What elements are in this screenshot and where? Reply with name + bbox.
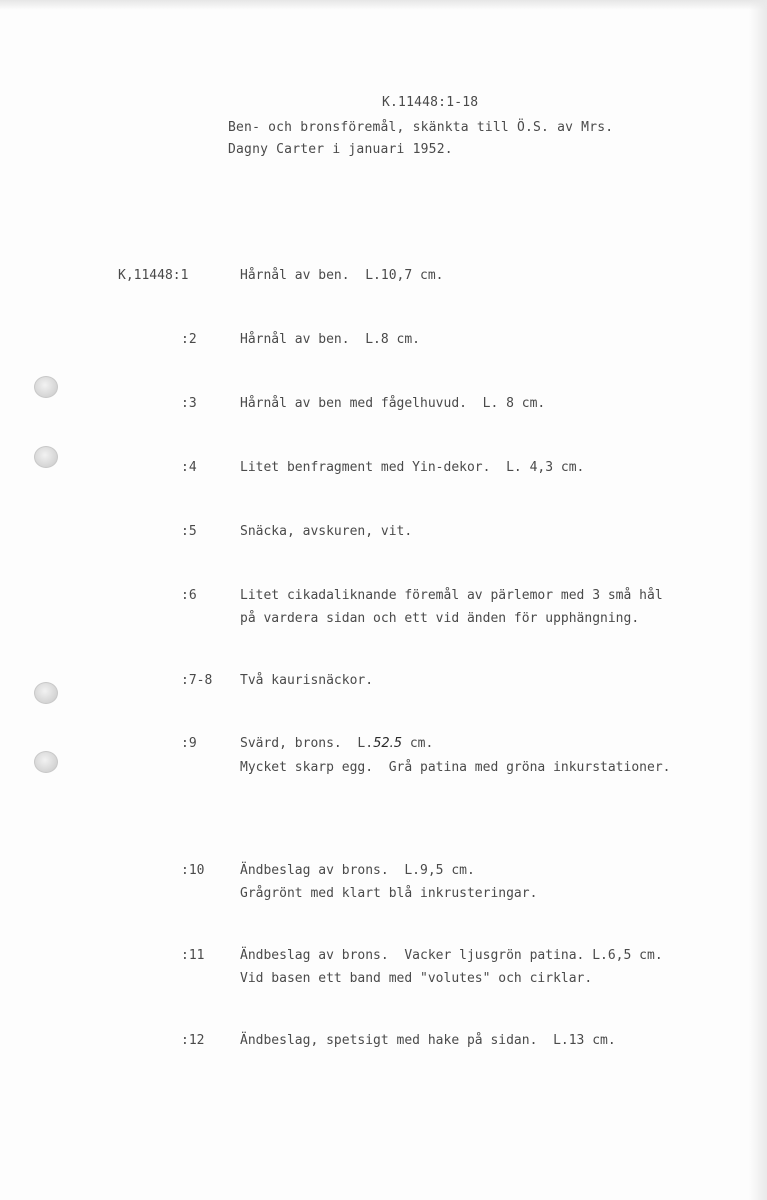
entry-description: Ändbeslag, spetsigt med hake på sidan. L.13 cm. — [240, 1033, 616, 1048]
entry-description: Snäcka, avskuren, vit. — [240, 524, 413, 539]
entry-description: Litet cikadaliknande föremål av pärlemor med 3 små hål — [240, 588, 663, 603]
header-description-line-1: Ben- och bronsföremål, skänkta till Ö.S. av Mrs. — [228, 120, 614, 135]
entry-number: :5 — [181, 524, 197, 539]
entry-number: :7-8 — [181, 673, 213, 688]
page-edge-shadow-top — [0, 0, 767, 10]
entry-description: Ändbeslag av brons. L.9,5 cm. — [240, 863, 475, 878]
page-edge-shadow-right — [749, 0, 767, 1200]
punch-hole-icon — [34, 376, 58, 398]
entry-number: :6 — [181, 588, 197, 603]
entry-description — [240, 732, 433, 756]
entry-description: Hårnål av ben. L.8 cm. — [240, 332, 421, 347]
punch-hole-icon — [34, 682, 58, 704]
entry-description-text: Svärd, brons. L. — [240, 736, 374, 751]
entry-number: :10 — [181, 863, 205, 878]
entry-number: :9 — [181, 736, 197, 751]
entry-description: Litet benfragment med Yin-dekor. L. 4,3 cm. — [240, 460, 585, 475]
punch-hole-icon — [34, 446, 58, 468]
entry-description: Vid basen ett band med "volutes" och cirklar. — [240, 971, 593, 986]
handwritten-correction: 52.5 — [373, 736, 403, 751]
catalog-id-heading: K.11448:1-18 — [382, 95, 479, 110]
entry-number: :2 — [181, 332, 197, 347]
entry-description: Hårnål av ben med fågelhuvud. L. 8 cm. — [240, 396, 546, 411]
entry-description: Mycket skarp egg. Grå patina med gröna inkurstationer. — [240, 760, 671, 775]
punch-hole-icon — [34, 751, 58, 773]
entry-description: Hårnål av ben. L.10,7 cm. — [240, 268, 444, 283]
entry-number: :3 — [181, 396, 197, 411]
entry-number: :12 — [181, 1033, 205, 1048]
entry-description: Två kaurisnäckor. — [240, 673, 374, 688]
entry-description: på vardera sidan och ett vid änden för upphängning. — [240, 611, 640, 626]
entry-number: :11 — [181, 948, 205, 963]
entry-description-text: cm. — [402, 736, 434, 751]
header-description-line-2: Dagny Carter i januari 1952. — [228, 142, 453, 157]
entry-number: :4 — [181, 460, 197, 475]
entry-description: Grågrönt med klart blå inkrusteringar. — [240, 886, 538, 901]
entry-number: K,11448:1 — [118, 268, 189, 283]
entry-description: Ändbeslag av brons. Vacker ljusgrön patina. L.6,5 cm. — [240, 948, 663, 963]
